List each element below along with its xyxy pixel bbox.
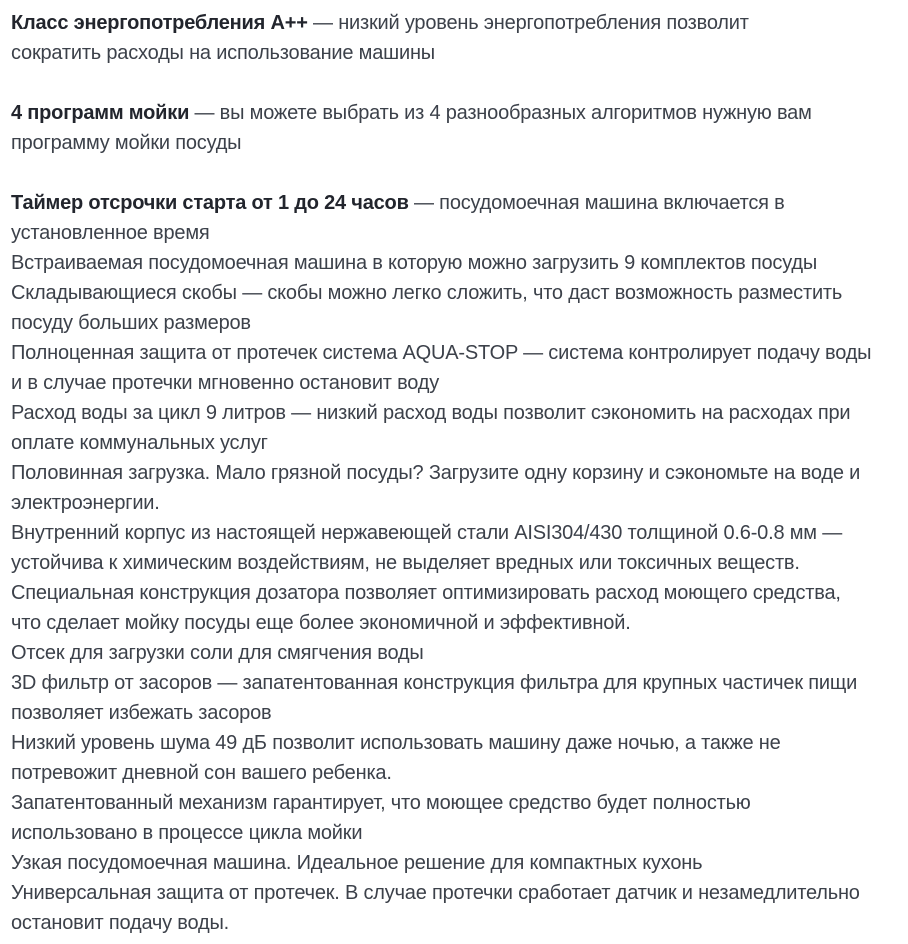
feature-text: — низкий уровень энергопотребления позволит	[307, 12, 749, 34]
feature-text: 3D фильтр от засоров — запатентованная конструкция фильтра для крупных частичек пищи	[11, 672, 858, 694]
feature-title: 4 программ мойки	[11, 102, 190, 124]
description-line	[11, 458, 902, 488]
feature-text: Полноценная защита от протечек система AQUA-STOP — система контролирует подачу воды	[11, 342, 872, 364]
feature-text: — вы можете выбрать из 4 разнообразных алгоритмов нужную вам	[189, 102, 812, 124]
description-line	[11, 278, 902, 308]
feature-text: остановит подачу воды.	[11, 912, 229, 934]
description-line	[11, 398, 902, 428]
description-line	[11, 248, 902, 278]
feature-text: и в случае протечки мгновенно остановит воду	[11, 372, 440, 394]
feature-title: Таймер отсрочки старта от 1 до 24 часов	[11, 192, 409, 214]
description-line	[11, 368, 902, 398]
feature-text: Узкая посудомоечная машина. Идеальное решение для компактных кухонь	[11, 852, 703, 874]
feature-title: Класс энергопотребления А++	[11, 12, 308, 34]
description-line	[11, 728, 902, 758]
feature-text: Расход воды за цикл 9 литров — низкий расход воды позволит сэкономить на расходах при	[11, 402, 851, 424]
description-line	[11, 8, 902, 38]
description-paragraph	[11, 188, 902, 938]
description-line	[11, 638, 902, 668]
description-line	[11, 38, 902, 68]
description-line	[11, 908, 902, 938]
feature-text: позволяет избежать засоров	[11, 702, 272, 724]
feature-text: Специальная конструкция дозатора позволяет оптимизировать расход моющего средства,	[11, 582, 841, 604]
feature-text: использовано в процессе цикла мойки	[11, 822, 363, 844]
feature-text: устойчива к химическим воздействиям, не выделяет вредных или токсичных веществ.	[11, 552, 800, 574]
feature-text: Универсальная защита от протечек. В случае протечки сработает датчик и незамедлительно	[11, 882, 860, 904]
feature-text: сократить расходы на использование машины	[11, 42, 435, 64]
description-paragraph	[11, 98, 902, 158]
feature-text: потревожит дневной сон вашего ребенка.	[11, 762, 392, 784]
feature-text: Низкий уровень шума 49 дБ позволит использовать машину даже ночью, а также не	[11, 732, 781, 754]
description-line	[11, 518, 902, 548]
description-line	[11, 788, 902, 818]
description-line	[11, 608, 902, 638]
feature-text: Отсек для загрузки соли для смягчения воды	[11, 642, 424, 664]
feature-text: программу мойки посуды	[11, 132, 242, 154]
description-line	[11, 188, 902, 218]
description-line	[11, 428, 902, 458]
description-line	[11, 338, 902, 368]
description-line	[11, 218, 902, 248]
description-line	[11, 818, 902, 848]
description-line	[11, 308, 902, 338]
feature-text: Внутренний корпус из настоящей нержавеющей стали AISI304/430 толщиной 0.6-0.8 мм —	[11, 522, 842, 544]
feature-text: что сделает мойку посуды еще более экономичной и эффективной.	[11, 612, 631, 634]
feature-text: Половинная загрузка. Мало грязной посуды? Загрузите одну корзину и сэкономьте на воде и	[11, 462, 861, 484]
description-line	[11, 128, 902, 158]
feature-text: оплате коммунальных услуг	[11, 432, 268, 454]
feature-text: Запатентованный механизм гарантирует, что моющее средство будет полностью	[11, 792, 751, 814]
description-line	[11, 98, 902, 128]
feature-text: электроэнергии.	[11, 492, 160, 514]
feature-text: — посудомоечная машина включается в	[408, 192, 785, 214]
feature-text: посуду больших размеров	[11, 312, 251, 334]
feature-text: установленное время	[11, 222, 210, 244]
feature-text: Складывающиеся скобы — скобы можно легко сложить, что даст возможность разместить	[11, 282, 843, 304]
description-line	[11, 668, 902, 698]
description-line	[11, 488, 902, 518]
description-line	[11, 758, 902, 788]
description-line	[11, 698, 902, 728]
description-line	[11, 878, 902, 908]
description-paragraph	[11, 8, 902, 68]
description-line	[11, 578, 902, 608]
description-line	[11, 548, 902, 578]
description-line	[11, 848, 902, 878]
feature-text: Встраиваемая посудомоечная машина в которую можно загрузить 9 комплектов посуды	[11, 252, 817, 274]
